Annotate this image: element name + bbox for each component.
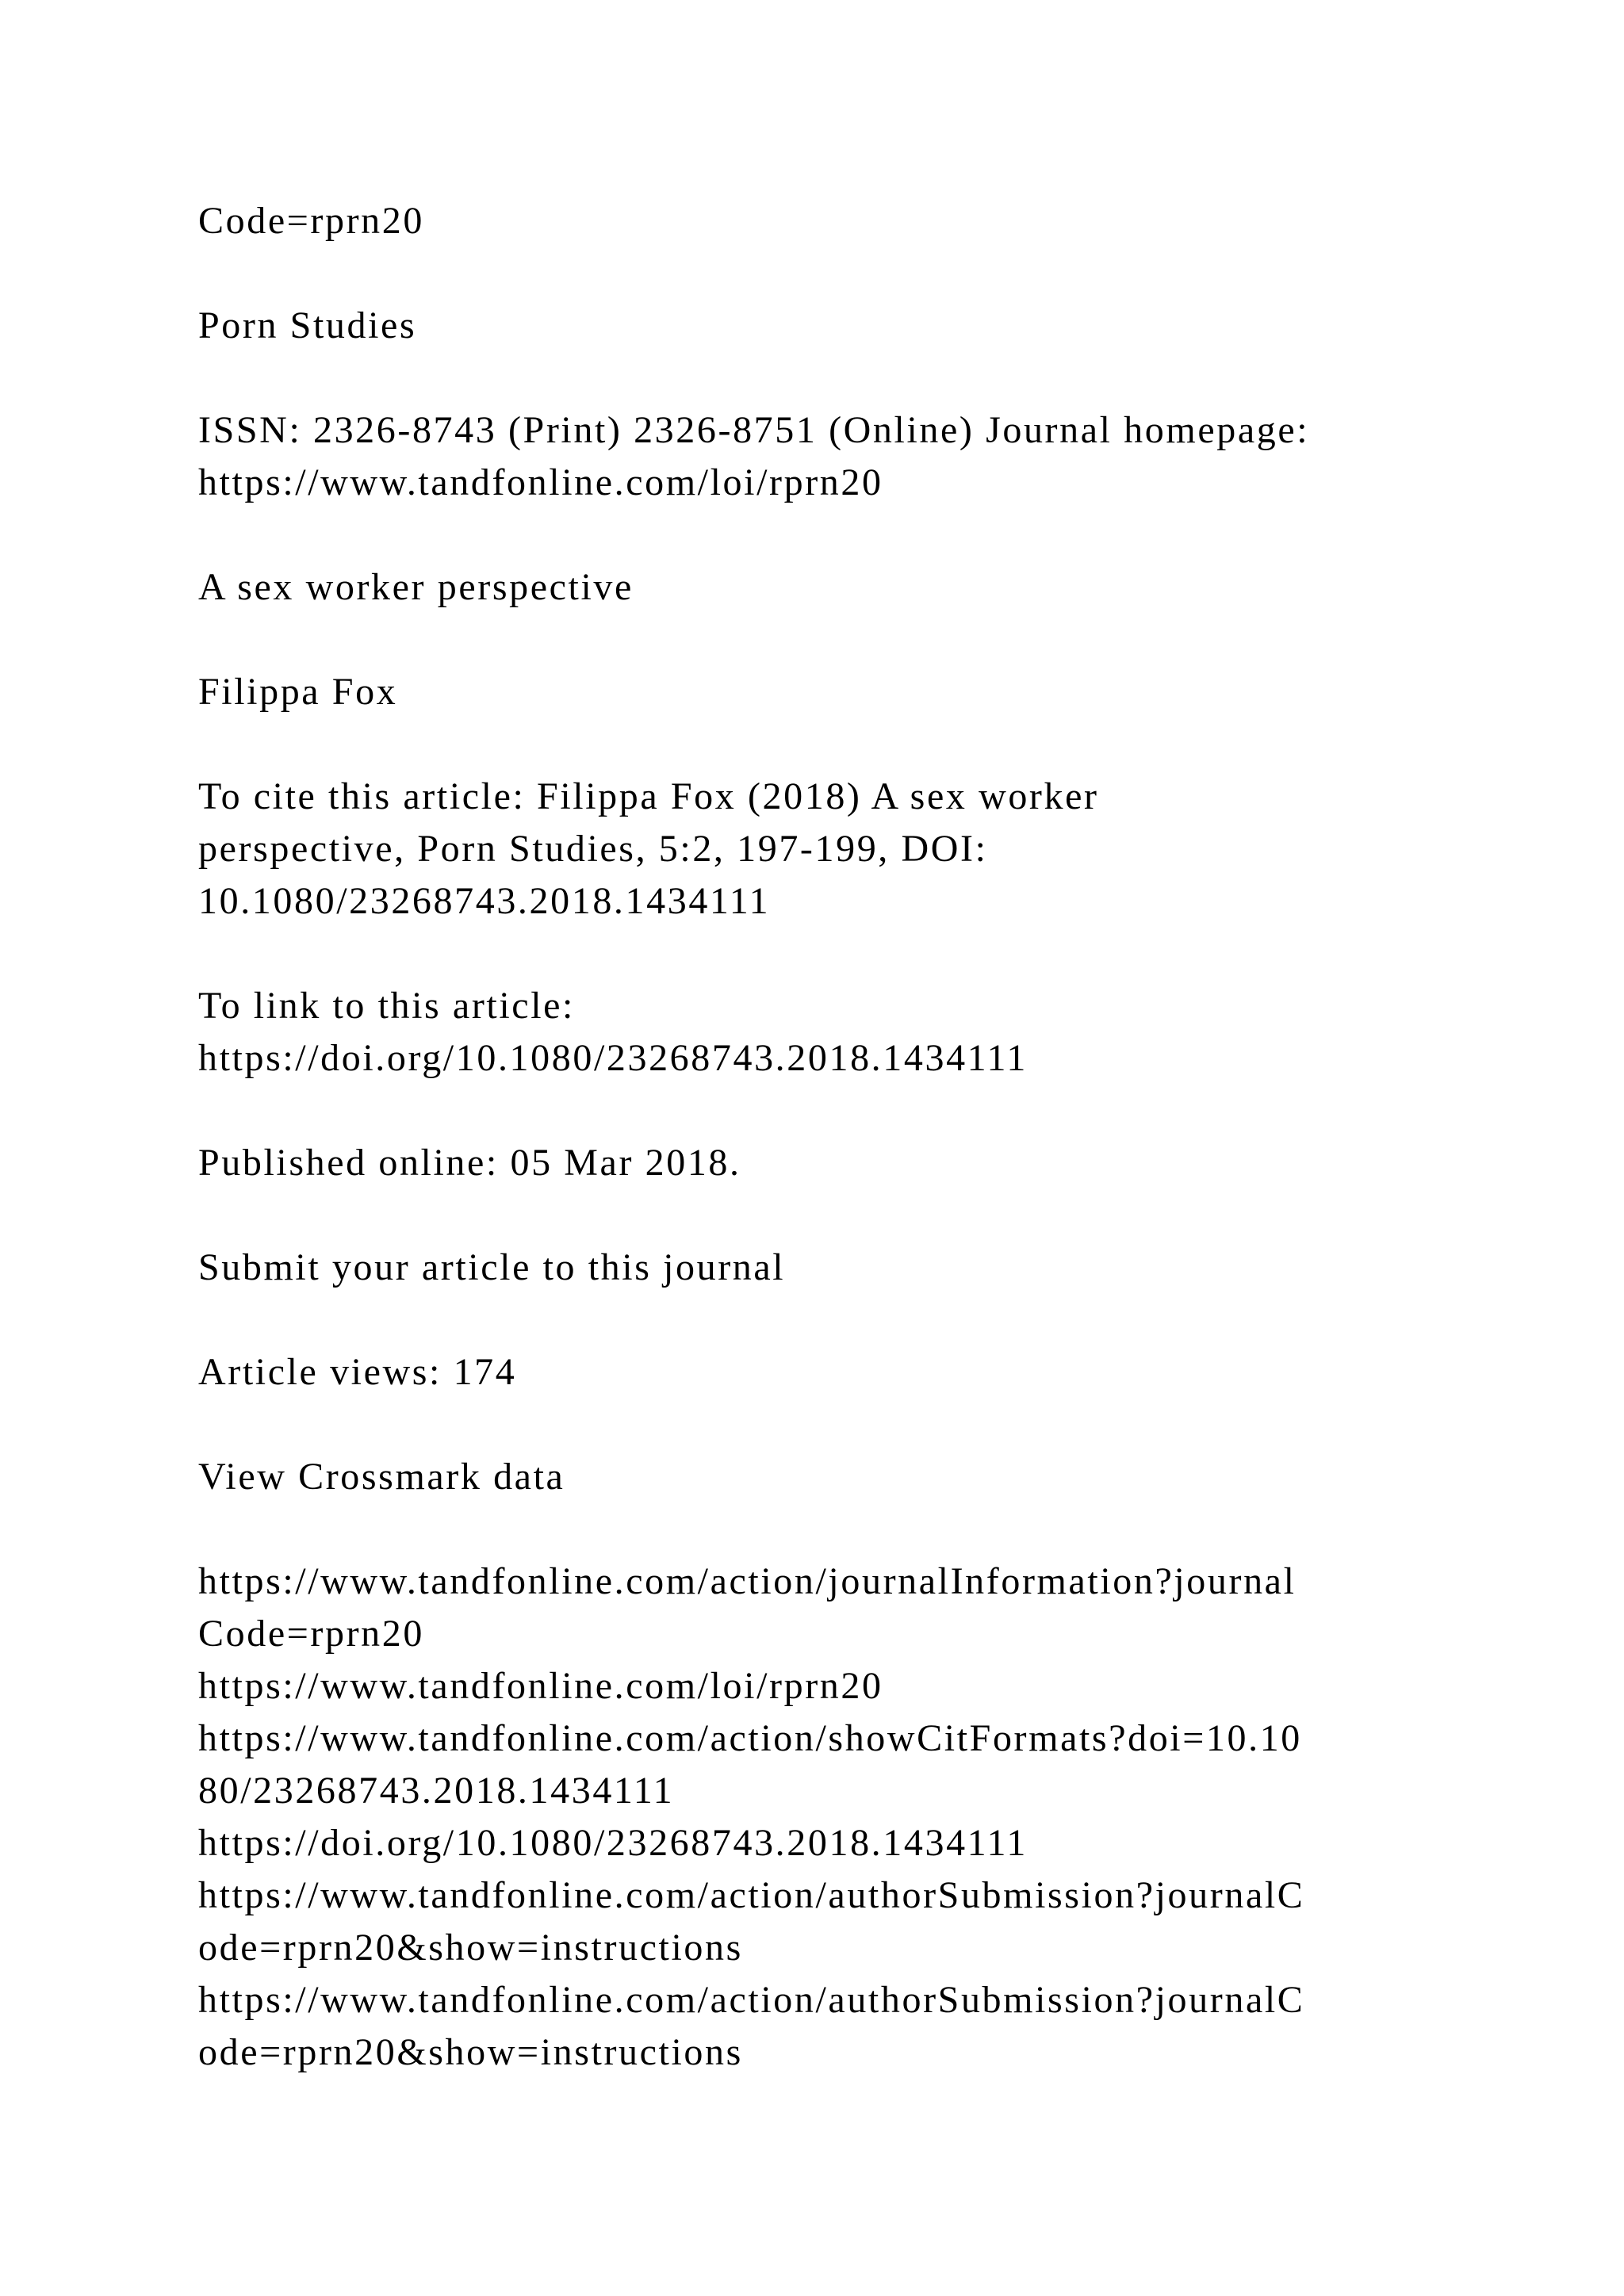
- article-link-label: To link to this article:: [198, 985, 575, 1027]
- header-fragment-block: [198, 195, 1499, 247]
- article-doi-link[interactable]: https://doi.org/10.1080/23268743.2018.1434111: [198, 1037, 1028, 1079]
- citation-line: perspective, Porn Studies, 5:2, 197-199, DOI:: [198, 828, 988, 870]
- views-block: [198, 1346, 1499, 1399]
- article-title: A sex worker perspective: [198, 566, 634, 608]
- url-line[interactable]: https://www.tandfonline.com/action/authorSubmission?journalC: [198, 1979, 1305, 2021]
- citation-line: To cite this article: Filippa Fox (2018) A sex worker: [198, 775, 1099, 817]
- citation-doi: 10.1080/23268743.2018.1434111: [198, 880, 771, 922]
- article-views: Article views: 174: [198, 1351, 517, 1393]
- url-line[interactable]: https://www.tandfonline.com/action/showCitFormats?doi=10.10: [198, 1717, 1302, 1759]
- submit-article-link[interactable]: Submit your article to this journal: [198, 1246, 786, 1288]
- journal-name: Porn Studies: [198, 304, 417, 346]
- article-title-block: [198, 561, 1499, 614]
- crossmark-link[interactable]: View Crossmark data: [198, 1456, 565, 1498]
- submit-block: [198, 1242, 1499, 1294]
- journal-name-block: [198, 300, 1499, 352]
- published-block: [198, 1137, 1499, 1189]
- issn-block: [198, 404, 1499, 509]
- url-line[interactable]: ode=rprn20&show=instructions: [198, 1927, 743, 1969]
- author-block: [198, 666, 1499, 718]
- url-line[interactable]: ode=rprn20&show=instructions: [198, 2031, 743, 2073]
- header-fragment: Code=rprn20: [198, 200, 424, 242]
- url-line[interactable]: 80/23268743.2018.1434111: [198, 1770, 675, 1812]
- url-line[interactable]: https://www.tandfonline.com/loi/rprn20: [198, 1665, 883, 1707]
- url-line[interactable]: https://www.tandfonline.com/action/journalInformation?journal: [198, 1560, 1297, 1602]
- article-link-block: [198, 980, 1499, 1085]
- url-line[interactable]: https://www.tandfonline.com/action/authorSubmission?journalC: [198, 1874, 1305, 1916]
- published-date: Published online: 05 Mar 2018.: [198, 1142, 741, 1184]
- journal-homepage-link[interactable]: https://www.tandfonline.com/loi/rprn20: [198, 461, 883, 503]
- url-line[interactable]: Code=rprn20: [198, 1613, 424, 1655]
- issn-line: ISSN: 2326-8743 (Print) 2326-8751 (Online) Journal homepage:: [198, 409, 1310, 451]
- url-line[interactable]: https://doi.org/10.1080/23268743.2018.1434111: [198, 1822, 1028, 1864]
- crossmark-block: [198, 1451, 1499, 1503]
- document-body: [198, 195, 1499, 2079]
- url-list: [198, 1556, 1499, 2079]
- author-name: Filippa Fox: [198, 671, 398, 713]
- citation-block: [198, 771, 1499, 928]
